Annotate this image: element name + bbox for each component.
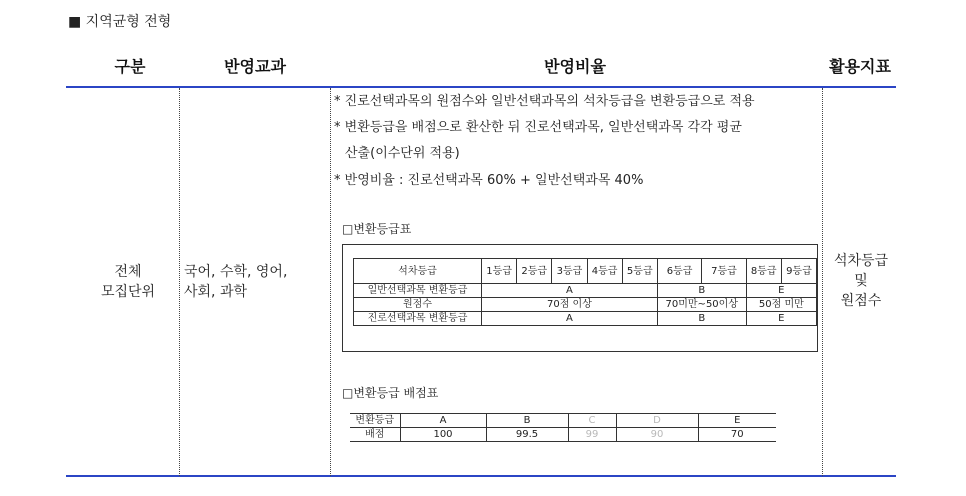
division-line1: 전체 xyxy=(114,264,142,280)
table-cell: 99 xyxy=(568,428,616,442)
note-1: * 진로선택과목의 원점수와 일반선택과목의 석차등급을 변환등급으로 적용 xyxy=(334,94,755,109)
note-3: 산출(이수단위 적용) xyxy=(345,146,460,161)
division-cell xyxy=(76,262,180,302)
table-cell: 70 xyxy=(698,428,776,442)
table-cell: B xyxy=(657,312,746,326)
table-cell: 100 xyxy=(400,428,486,442)
header-ratio: 반영비율 xyxy=(544,57,606,76)
note-2: * 변환등급을 배점으로 환산한 뒤 진로선택과목, 일반선택과목 각각 평균 xyxy=(334,120,742,135)
table-cell: E xyxy=(698,414,776,428)
grade-col: 2등급 xyxy=(517,259,552,284)
column-divider-3 xyxy=(822,88,823,476)
table-cell: B xyxy=(657,284,746,298)
table-cell: E xyxy=(746,284,816,298)
bottom-rule xyxy=(66,475,896,477)
table-cell: 50점 미만 xyxy=(746,298,816,312)
table-cell: C xyxy=(568,414,616,428)
header-division: 구분 xyxy=(114,57,146,76)
table-cell: B xyxy=(486,414,568,428)
grade-col: 3등급 xyxy=(552,259,587,284)
table-cell: E xyxy=(746,312,816,326)
conversion-table-title: □변환등급표 xyxy=(342,222,412,236)
header-rule xyxy=(66,86,896,88)
grade-header-label: 석차등급 xyxy=(354,259,482,284)
table-cell: A xyxy=(400,414,486,428)
grade-col: 5등급 xyxy=(622,259,657,284)
column-divider-2 xyxy=(330,88,331,476)
score-table-title: □변환등급 배점표 xyxy=(342,386,439,400)
table-cell: A xyxy=(482,312,658,326)
subjects-line1: 국어, 수학, 영어, xyxy=(184,264,288,280)
indicator-line2: 및 xyxy=(854,273,868,289)
row-label: 원점수 xyxy=(354,298,482,312)
section-title: ■ 지역균형 전형 xyxy=(68,14,172,30)
row-label: 진로선택과목 변환등급 xyxy=(354,312,482,326)
subjects-line2: 사회, 과학 xyxy=(184,284,247,300)
conversion-table xyxy=(353,258,817,326)
grade-col: 9등급 xyxy=(781,259,816,284)
indicator-cell xyxy=(826,251,896,311)
table-cell: A xyxy=(482,284,658,298)
row-label: 일반선택과목 변환등급 xyxy=(354,284,482,298)
table-cell: 90 xyxy=(616,428,698,442)
grade-col: 4등급 xyxy=(587,259,622,284)
grade-col: 6등급 xyxy=(657,259,701,284)
grade-col: 7등급 xyxy=(702,259,746,284)
indicator-line3: 원점수 xyxy=(840,293,882,309)
table-cell: D xyxy=(616,414,698,428)
table-cell: 70점 이상 xyxy=(482,298,658,312)
grade-col: 8등급 xyxy=(746,259,781,284)
table-cell: 70미만~50이상 xyxy=(657,298,746,312)
header-subjects: 반영교과 xyxy=(224,57,286,76)
subjects-cell xyxy=(184,262,329,302)
score-table xyxy=(350,413,776,442)
score-row-label: 배점 xyxy=(350,428,400,442)
score-row-label: 변환등급 xyxy=(350,414,400,428)
division-line2: 모집단위 xyxy=(100,284,156,300)
grade-col: 1등급 xyxy=(482,259,517,284)
indicator-line1: 석차등급 xyxy=(833,253,889,269)
header-indicator: 활용지표 xyxy=(829,57,891,76)
note-4: * 반영비율 : 진로선택과목 60% + 일반선택과목 40% xyxy=(334,173,644,188)
conversion-table-frame xyxy=(342,244,818,352)
table-cell: 99.5 xyxy=(486,428,568,442)
